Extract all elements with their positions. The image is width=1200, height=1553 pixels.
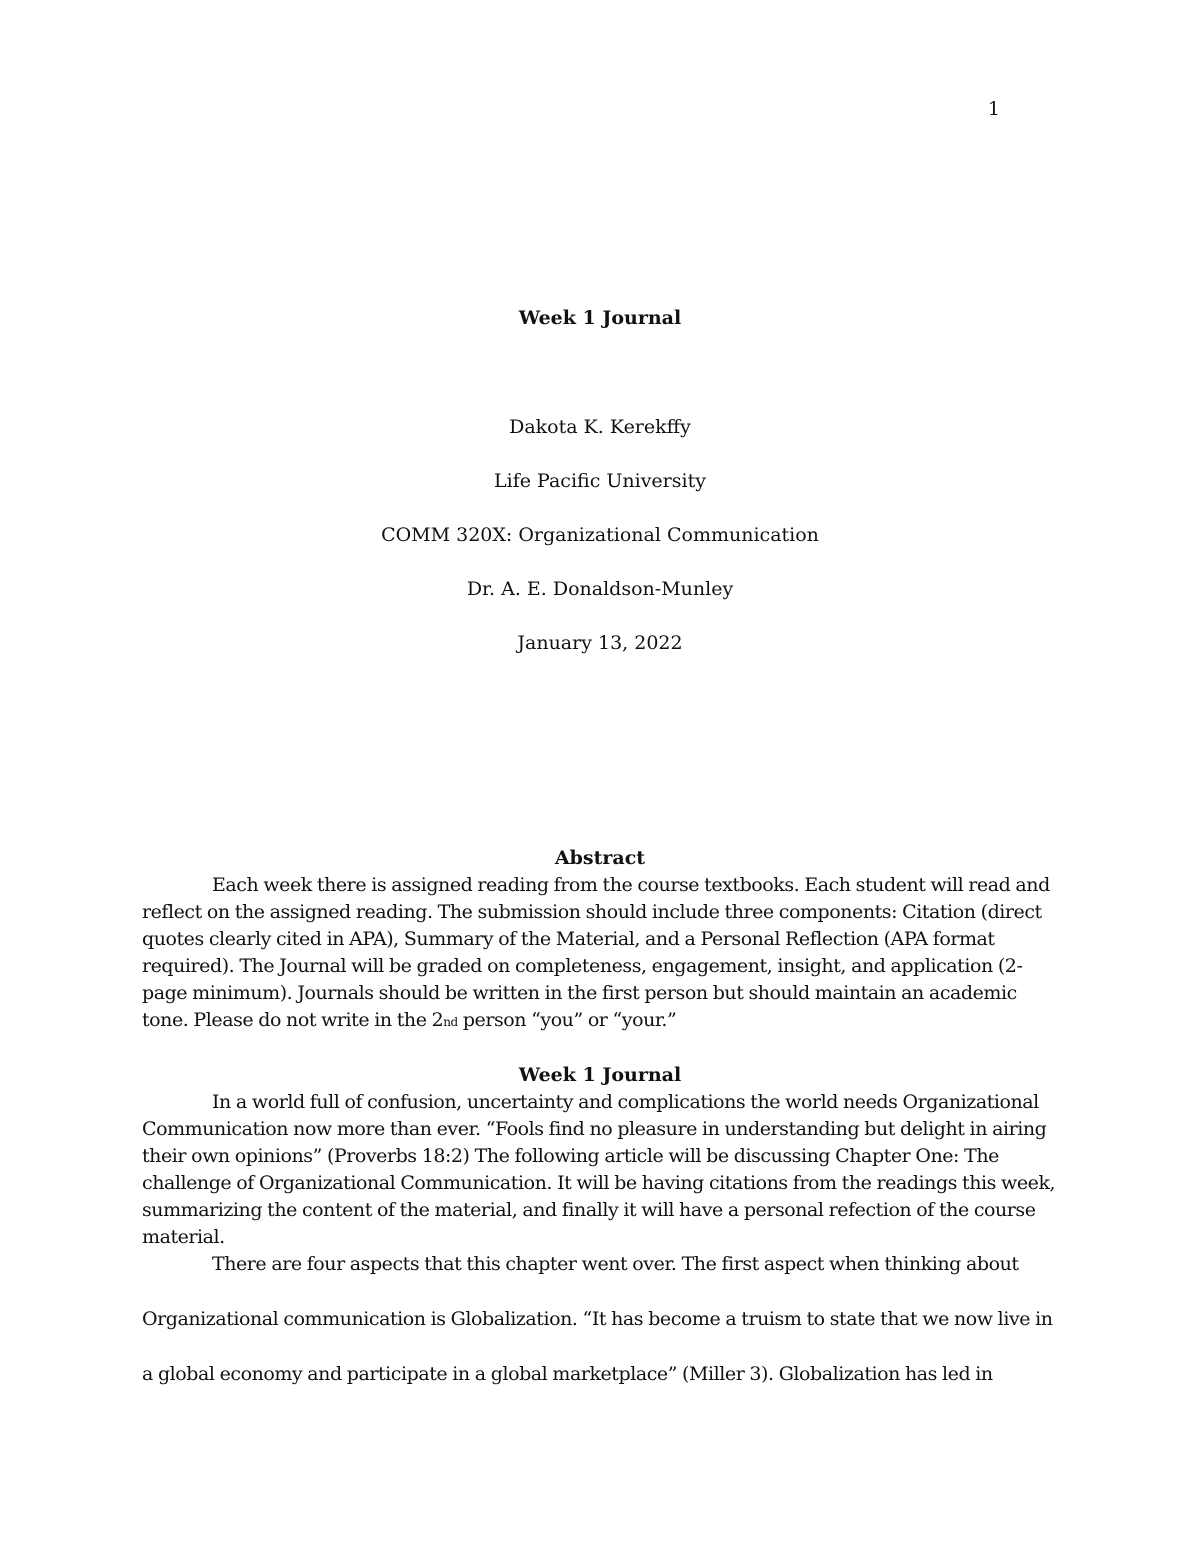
ordinal-suffix: nd bbox=[443, 1015, 458, 1029]
institution: Life Pacific University bbox=[494, 470, 706, 492]
abstract-heading: Abstract bbox=[554, 847, 646, 869]
submission-date: January 13, 2022 bbox=[517, 632, 683, 654]
journal-section bbox=[142, 1062, 1058, 1416]
abstract-text: Each week there is assigned reading from the course textbooks. Each student will read and reflect on the assigned reading. The submission should include three components: Citation (direct quotes clearly cited in APA), Summary of the Material, and a Personal Reflection (APA format required). The Journal will be graded on completeness, engagement, insight, and application (2-page minimum). Journals should be written in the first person but should maintain an academic tone. Please do not write in the 2 bbox=[142, 874, 1050, 1031]
journal-heading: Week 1 Journal bbox=[518, 1064, 682, 1086]
course-name: COMM 320X: Organizational Communication bbox=[381, 524, 819, 546]
abstract-paragraph bbox=[142, 872, 1058, 1036]
journal-paragraph-1: In a world full of confusion, uncertainty and complications the world needs Organizational Communication now more than ever. “Fools find no pleasure in understanding but delight in airing their own opinions” (Proverbs 18:2) The following article will be discussing Chapter One: The challenge of Organizational Communication. It will be having citations from the readings this week, summarizing the content of the material, and finally it will have a personal refection of the course material. bbox=[142, 1091, 1056, 1248]
author-name: Dakota K. Kerekffy bbox=[509, 416, 691, 438]
page-number: 1 bbox=[987, 98, 1000, 120]
journal-paragraph-2: There are four aspects that this chapter went over. The first aspect when thinking about Organizational communication is Globalization. “It has become a truism to state that we now live in a global economy and participate in a global marketplace” (Miller 3). Globalization has led in bbox=[142, 1253, 1053, 1385]
title-page-block bbox=[0, 304, 1200, 654]
abstract-text-end: person “you” or “your.” bbox=[457, 1009, 677, 1031]
abstract-section bbox=[142, 845, 1058, 1036]
instructor-name: Dr. A. E. Donaldson-Munley bbox=[466, 578, 734, 600]
paper-title: Week 1 Journal bbox=[518, 307, 682, 329]
